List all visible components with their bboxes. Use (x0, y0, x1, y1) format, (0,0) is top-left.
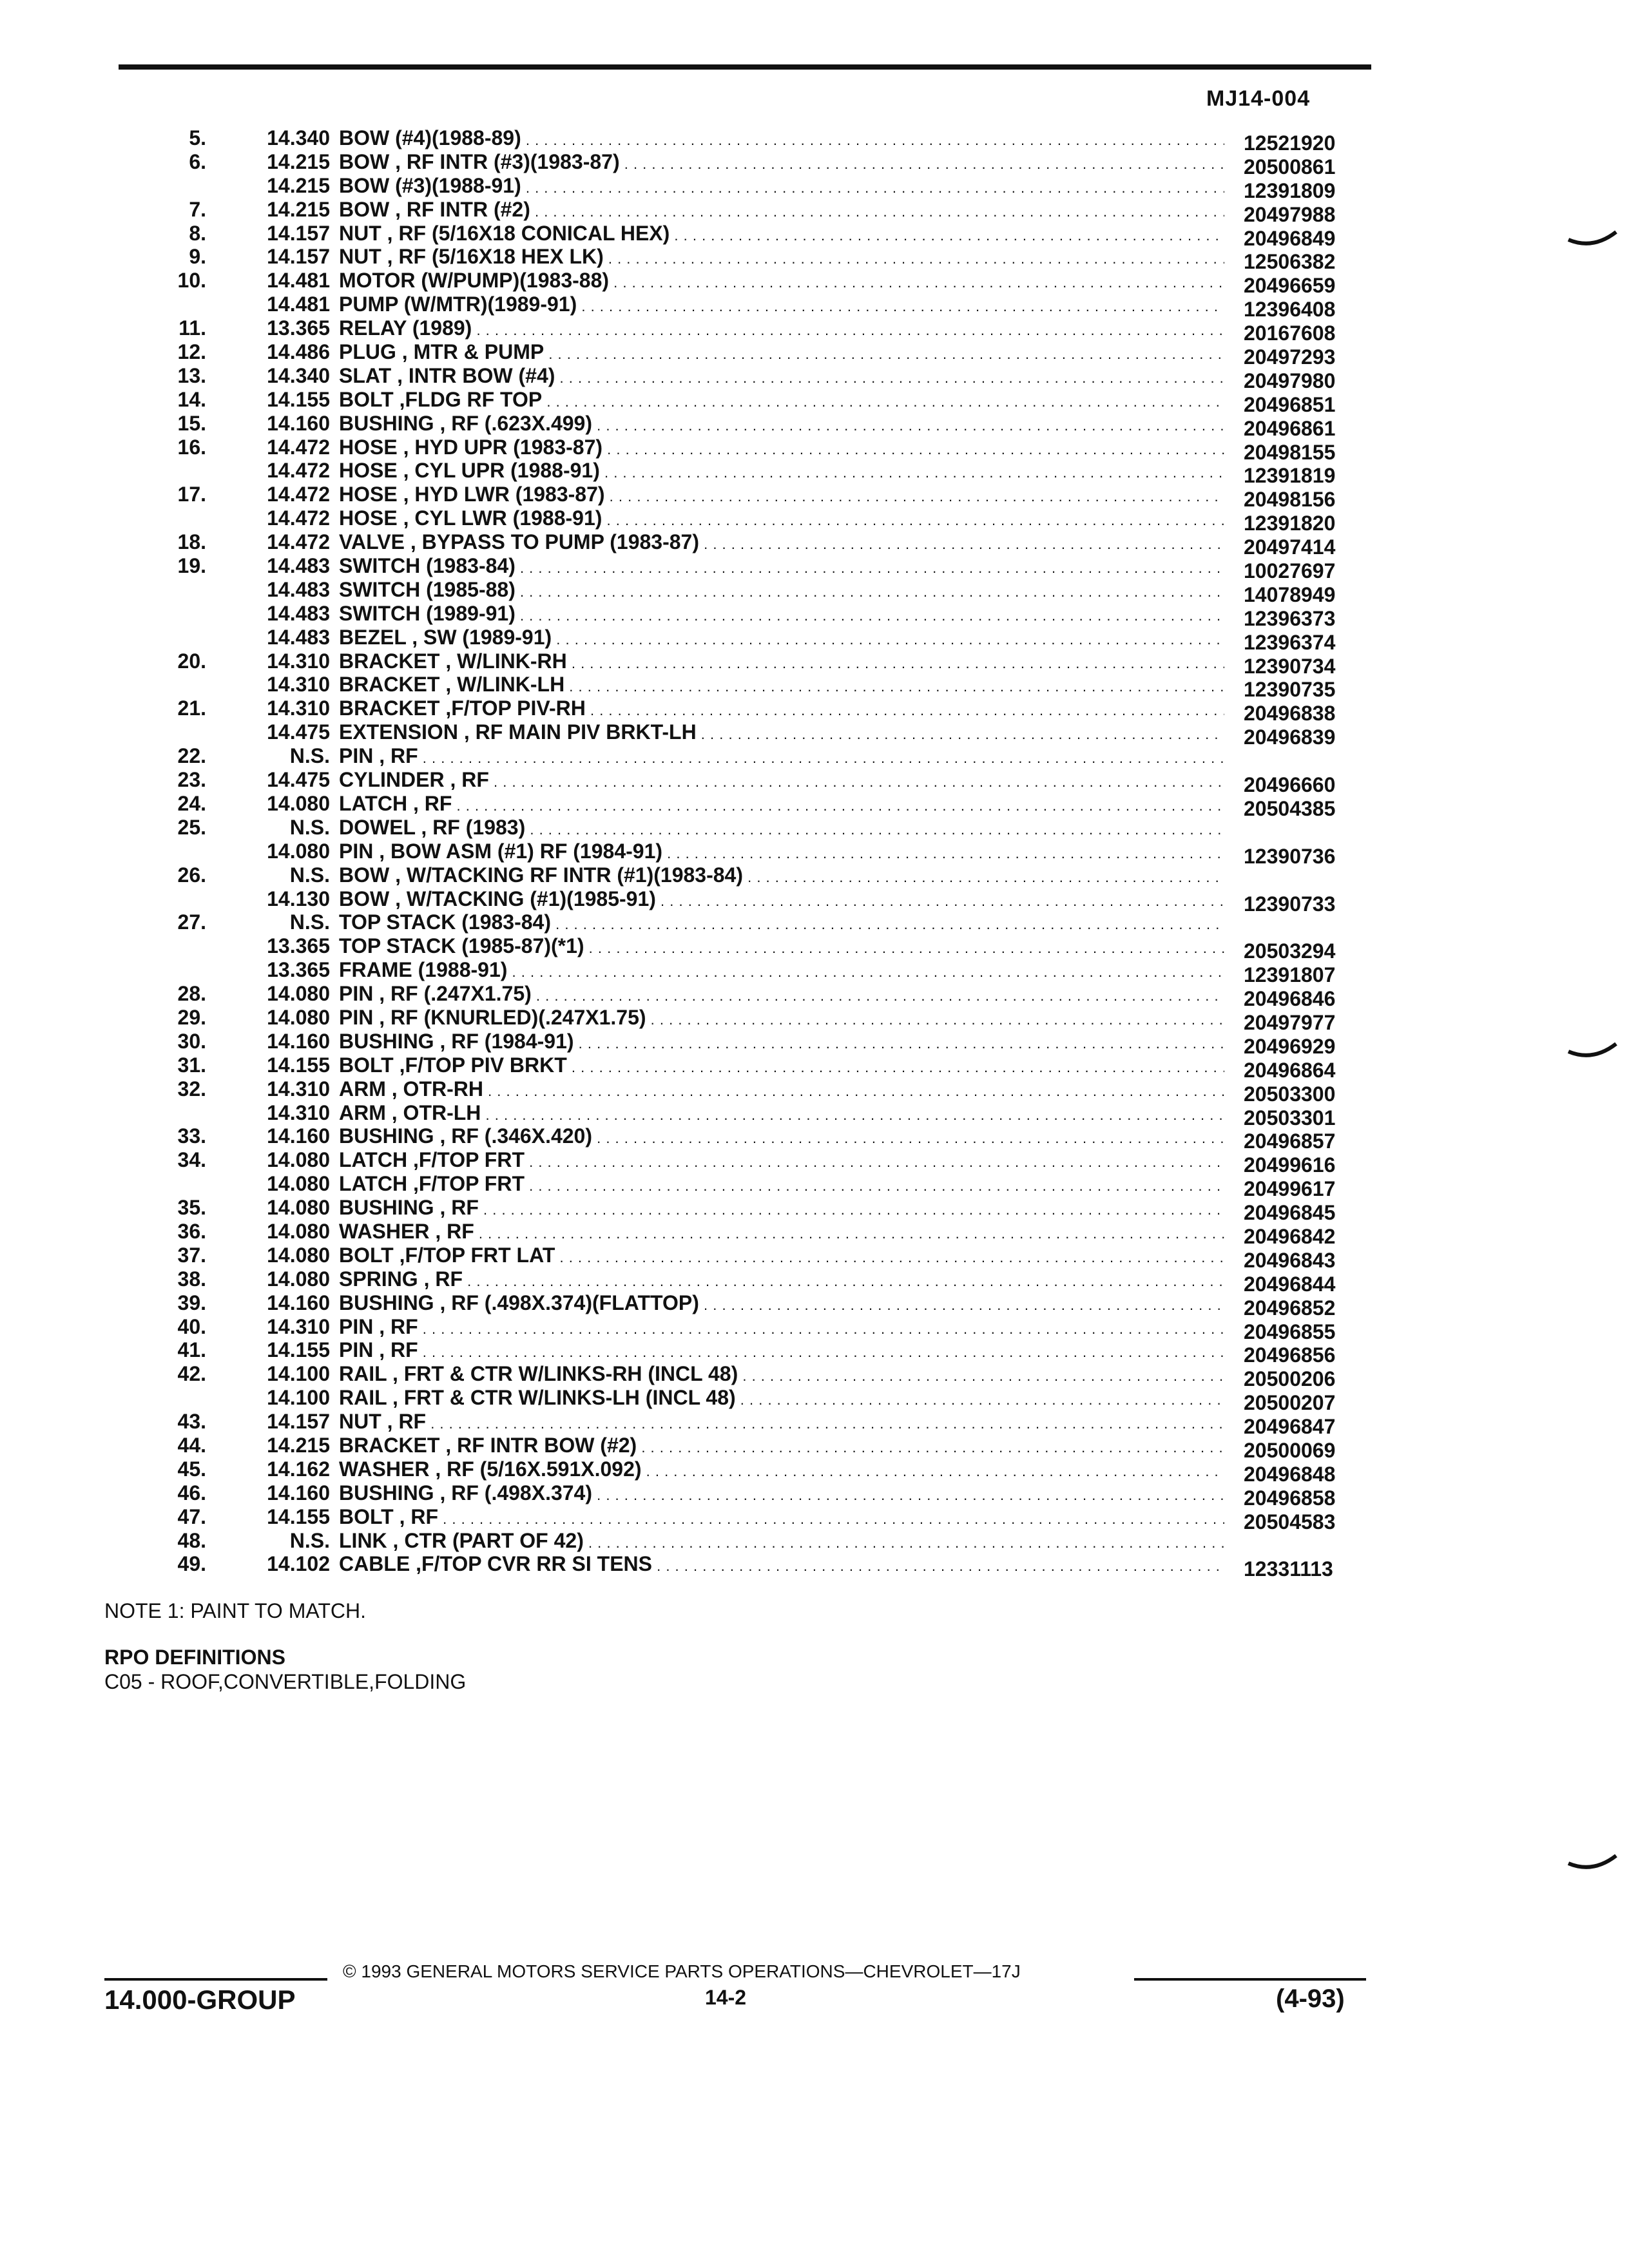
part-ref-number: 29. (177, 1005, 206, 1029)
part-ref-number: 27. (177, 910, 206, 934)
part-number: 20500069 (1244, 1438, 1336, 1462)
part-row (103, 126, 1379, 155)
footer-rule-right (1134, 1978, 1366, 1981)
part-group-number: 14.155 (267, 387, 330, 411)
part-description: HOSE , HYD UPR (1983-87) . . . (339, 436, 1224, 462)
part-group-number: 14.481 (267, 293, 330, 316)
part-group-number: 14.483 (267, 554, 330, 578)
part-group-number: 14.157 (267, 1410, 330, 1434)
footer-rule-left (104, 1978, 327, 1981)
part-description: MOTOR (W/PUMP)(1983-88) . . . (339, 269, 1224, 295)
part-number: 12396373 (1244, 606, 1336, 630)
part-group-number: N.S. (289, 815, 330, 839)
part-row (103, 1433, 1379, 1462)
part-row (103, 1100, 1379, 1129)
document-code: MJ14-004 (1206, 86, 1311, 111)
part-row (103, 316, 1379, 345)
part-row (103, 816, 1379, 840)
part-number: 20496660 (1244, 773, 1336, 797)
part-group-number: 14.472 (267, 483, 330, 506)
part-ref-number: 11. (178, 316, 206, 340)
part-group-number: 14.481 (267, 269, 330, 293)
part-number: 20496846 (1244, 987, 1336, 1011)
part-group-number: 14.162 (267, 1457, 330, 1481)
part-number: 20496659 (1244, 274, 1336, 298)
part-group-number: 14.155 (267, 1504, 330, 1528)
part-ref-number: 35. (177, 1196, 206, 1220)
part-number: 12390733 (1244, 892, 1336, 916)
part-row (103, 720, 1379, 749)
part-row (103, 1552, 1379, 1581)
part-group-number: 14.080 (267, 1243, 330, 1267)
part-description: PIN , RF . . . (339, 1315, 1224, 1341)
part-number: 20497988 (1244, 202, 1336, 226)
part-number: 20503300 (1244, 1082, 1336, 1106)
part-group-number: 14.157 (267, 221, 330, 245)
part-description: SWITCH (1983-84) . . . (339, 554, 1224, 581)
part-group-number: 14.483 (267, 625, 330, 649)
part-number: 20496856 (1244, 1343, 1336, 1367)
part-number: 20497980 (1244, 369, 1336, 392)
part-description: VALVE , BYPASS TO PUMP (1983-87) . . . (339, 530, 1224, 557)
part-ref-number: 21. (177, 697, 206, 720)
part-group-number: 14.215 (267, 1433, 330, 1457)
part-ref-number: 46. (177, 1481, 206, 1504)
part-group-number: 14.475 (267, 720, 330, 744)
part-group-number: 14.160 (267, 1291, 330, 1314)
part-number: 20497414 (1244, 535, 1336, 559)
part-ref-number: 36. (177, 1219, 206, 1243)
part-number: 12390734 (1244, 654, 1336, 678)
part-ref-number: 37. (177, 1243, 206, 1267)
part-ref-number: 15. (177, 411, 206, 435)
part-row (103, 1267, 1379, 1296)
part-row (103, 1314, 1379, 1343)
part-row (103, 459, 1379, 488)
part-row (103, 1196, 1379, 1225)
part-number: 12396374 (1244, 630, 1336, 654)
rpo-heading: RPO DEFINITIONS (104, 1646, 285, 1669)
part-number: 12391809 (1244, 178, 1336, 202)
part-number: 12331113 (1244, 1557, 1333, 1581)
part-description: PLUG , MTR & PUMP . . . (339, 340, 1224, 367)
part-group-number: 14.130 (267, 887, 330, 910)
part-row (103, 1029, 1379, 1058)
part-description: TOP STACK (1983-84) . . . (339, 910, 1224, 937)
part-number: 12396408 (1244, 298, 1336, 322)
footer-date-code: (4-93) (1276, 1984, 1345, 2013)
part-description: SWITCH (1985-88) . . . (339, 578, 1224, 604)
part-description: BUSHING , RF (1984-91) . . . (339, 1030, 1224, 1056)
part-row (103, 863, 1379, 887)
footnote: NOTE 1: PAINT TO MATCH. (104, 1599, 366, 1622)
part-group-number: 14.100 (267, 1386, 330, 1410)
part-row (103, 483, 1379, 512)
part-group-number: 14.157 (267, 245, 330, 269)
part-description: LATCH , RF . . . (339, 792, 1224, 818)
part-description: BRACKET , W/LINK-LH . . . (339, 673, 1224, 699)
part-ref-number: 25. (177, 815, 206, 839)
part-group-number: N.S. (289, 1528, 330, 1552)
part-group-number: N.S. (289, 863, 330, 887)
part-group-number: 14.310 (267, 1100, 330, 1124)
part-number: 20500207 (1244, 1391, 1336, 1415)
part-row (103, 958, 1379, 987)
part-number: 20496849 (1244, 226, 1336, 250)
parts-list (103, 126, 1379, 1581)
part-description: HOSE , CYL UPR (1988-91) . . . (339, 459, 1224, 485)
part-ref-number: 43. (177, 1410, 206, 1434)
part-number: 20496858 (1244, 1486, 1336, 1510)
page-number: 14-2 (705, 1986, 747, 2009)
part-description: SPRING , RF . . . (339, 1267, 1224, 1294)
part-group-number: 14.215 (267, 173, 330, 197)
part-row (103, 791, 1379, 820)
part-ref-number: 24. (177, 791, 206, 815)
part-group-number: 14.160 (267, 1124, 330, 1148)
part-group-number: 14.340 (267, 126, 330, 149)
part-group-number: 14.080 (267, 1196, 330, 1220)
part-ref-number: 13. (177, 363, 206, 387)
part-group-number: 14.080 (267, 839, 330, 863)
part-ref-number: 48. (177, 1528, 206, 1552)
part-number: 20498156 (1244, 488, 1336, 512)
part-ref-number: 5. (189, 126, 206, 149)
part-ref-number: 49. (177, 1552, 206, 1576)
part-row (103, 1053, 1379, 1082)
part-ref-number: 31. (177, 1053, 206, 1077)
part-row (103, 411, 1379, 440)
part-ref-number: 16. (177, 435, 206, 459)
part-row (103, 649, 1379, 678)
part-row (103, 601, 1379, 630)
part-ref-number: 32. (177, 1077, 206, 1100)
part-number: 20496929 (1244, 1034, 1336, 1058)
part-group-number: 14.486 (267, 340, 330, 364)
part-description: ARM , OTR-LH . . . (339, 1101, 1224, 1128)
footer-group-name: 14.000-GROUP (104, 1984, 296, 2015)
part-row (103, 697, 1379, 726)
part-group-number: 13.365 (267, 934, 330, 958)
part-number: 20496842 (1244, 1224, 1336, 1248)
part-description: RAIL , FRT & CTR W/LINKS-RH (INCL 48) . . . (339, 1362, 1224, 1389)
part-description: BOLT , RF . . . (339, 1505, 1224, 1532)
part-description: LATCH ,F/TOP FRT . . . (339, 1172, 1224, 1198)
part-number: 20500206 (1244, 1367, 1336, 1391)
part-description: BRACKET , RF INTR BOW (#2) . . . (339, 1434, 1224, 1460)
part-description: SWITCH (1989-91) . . . (339, 602, 1224, 628)
part-ref-number: 34. (177, 1148, 206, 1172)
part-ref-number: 10. (177, 269, 206, 293)
part-row (103, 269, 1379, 298)
part-row (103, 293, 1379, 322)
part-number: 20496844 (1244, 1272, 1336, 1296)
part-description: PIN , RF . . . (339, 1338, 1224, 1365)
part-row (103, 363, 1379, 392)
part-description: BOLT ,F/TOP PIV BRKT . . . (339, 1053, 1224, 1080)
part-description: RELAY (1989) . . . (339, 316, 1224, 343)
part-ref-number: 23. (177, 768, 206, 792)
part-number: 12521920 (1244, 131, 1336, 155)
part-number: 20497977 (1244, 1010, 1336, 1034)
part-description: BOW , RF INTR (#3)(1983-87) . . . (339, 150, 1224, 177)
part-number: 20496857 (1244, 1129, 1336, 1153)
part-number: 20496864 (1244, 1058, 1336, 1082)
part-number: 20496847 (1244, 1415, 1336, 1439)
part-group-number: 14.100 (267, 1362, 330, 1386)
part-number: 20496838 (1244, 702, 1336, 726)
part-number: 12506382 (1244, 250, 1336, 274)
part-group-number: 14.080 (267, 982, 330, 1006)
part-group-number: 14.483 (267, 577, 330, 601)
part-ref-number: 28. (177, 982, 206, 1006)
part-row (103, 1338, 1379, 1367)
part-description: HOSE , HYD LWR (1983-87) . . . (339, 483, 1224, 509)
part-ref-number: 40. (177, 1314, 206, 1338)
part-description: EXTENSION , RF MAIN PIV BRKT-LH . . . (339, 720, 1224, 747)
part-group-number: 14.155 (267, 1053, 330, 1077)
part-row (103, 173, 1379, 202)
part-description: DOWEL , RF (1983) . . . (339, 816, 1224, 842)
part-ref-number: 39. (177, 1291, 206, 1314)
part-description: BUSHING , RF (.498X.374) . . . (339, 1481, 1224, 1508)
part-description: BOW (#4)(1988-89) . . . (339, 126, 1224, 153)
part-number: 20496851 (1244, 392, 1336, 416)
part-group-number: 14.155 (267, 1338, 330, 1362)
binder-mark-icon (1567, 1850, 1619, 1876)
part-row (103, 340, 1379, 369)
part-row (103, 1457, 1379, 1486)
part-description: BEZEL , SW (1989-91) . . . (339, 626, 1224, 652)
part-row (103, 625, 1379, 654)
part-number: 20504385 (1244, 796, 1336, 820)
part-row (103, 744, 1379, 768)
part-group-number: 14.472 (267, 435, 330, 459)
part-description: BOLT ,F/TOP FRT LAT . . . (339, 1244, 1224, 1270)
part-description: NUT , RF . . . (339, 1410, 1224, 1436)
part-row (103, 435, 1379, 464)
part-group-number: N.S. (289, 910, 330, 934)
part-row (103, 1077, 1379, 1106)
part-ref-number: 47. (177, 1504, 206, 1528)
part-number: 14078949 (1244, 582, 1336, 606)
part-number: 20496852 (1244, 1296, 1336, 1320)
part-group-number: 14.310 (267, 1077, 330, 1100)
part-ref-number: 38. (177, 1267, 206, 1291)
part-ref-number: 30. (177, 1029, 206, 1053)
part-group-number: 14.160 (267, 411, 330, 435)
part-row (103, 982, 1379, 1011)
part-group-number: 14.310 (267, 649, 330, 673)
part-number: 20496843 (1244, 1248, 1336, 1272)
part-row (103, 1243, 1379, 1272)
part-number: 20500861 (1244, 155, 1336, 178)
part-row (103, 1291, 1379, 1320)
part-group-number: 14.483 (267, 601, 330, 625)
part-group-number: 14.080 (267, 1267, 330, 1291)
part-ref-number: 45. (177, 1457, 206, 1481)
part-group-number: 14.215 (267, 197, 330, 221)
part-description: BUSHING , RF (.346X.420) . . . (339, 1124, 1224, 1151)
part-group-number: 14.310 (267, 1314, 330, 1338)
part-group-number: 14.080 (267, 1148, 330, 1172)
part-ref-number: 42. (177, 1362, 206, 1386)
part-row (103, 554, 1379, 583)
part-ref-number: 26. (177, 863, 206, 887)
part-group-number: N.S. (289, 744, 330, 768)
part-row (103, 1386, 1379, 1415)
part-description: PIN , RF . . . (339, 744, 1224, 771)
part-number: 20497293 (1244, 345, 1336, 369)
part-description: PUMP (W/MTR)(1989-91) . . . (339, 293, 1224, 319)
part-description: ARM , OTR-RH . . . (339, 1077, 1224, 1104)
part-row (103, 506, 1379, 535)
part-group-number: 13.365 (267, 958, 330, 982)
part-description: WASHER , RF . . . (339, 1220, 1224, 1246)
part-description: CABLE ,F/TOP CVR RR SI TENS . . . (339, 1552, 1224, 1579)
part-ref-number: 14. (177, 387, 206, 411)
part-number: 10027697 (1244, 559, 1336, 583)
part-description: NUT , RF (5/16X18 HEX LK) . . . (339, 245, 1224, 271)
part-description: SLAT , INTR BOW (#4) . . . (339, 364, 1224, 390)
part-group-number: 14.472 (267, 459, 330, 483)
part-ref-number: 19. (177, 554, 206, 578)
part-number: 20499616 (1244, 1153, 1336, 1177)
part-group-number: 14.472 (267, 530, 330, 554)
part-number: 12391807 (1244, 963, 1336, 987)
top-rule (119, 64, 1371, 70)
part-description: LINK , CTR (PART OF 42) . . . (339, 1529, 1224, 1555)
part-ref-number: 8. (189, 221, 206, 245)
footer-copyright: © 1993 GENERAL MOTORS SERVICE PARTS OPERATIONS—CHEVROLET—17J (343, 1961, 1021, 1981)
part-number: 20503294 (1244, 939, 1336, 963)
part-description: BOW , W/TACKING (#1)(1985-91) . . . (339, 887, 1224, 914)
part-row (103, 245, 1379, 274)
part-group-number: 14.310 (267, 673, 330, 697)
part-row (103, 673, 1379, 702)
part-row (103, 1362, 1379, 1391)
part-ref-number: 12. (177, 340, 206, 364)
part-number: 20167608 (1244, 322, 1336, 345)
part-description: BOW (#3)(1988-91) . . . (339, 174, 1224, 200)
part-ref-number: 17. (177, 483, 206, 506)
part-row (103, 1529, 1379, 1553)
part-row (103, 839, 1379, 868)
part-description: RAIL , FRT & CTR W/LINKS-LH (INCL 48) . . . (339, 1386, 1224, 1412)
part-ref-number: 44. (177, 1433, 206, 1457)
part-number: 20496848 (1244, 1462, 1336, 1486)
part-group-number: 14.340 (267, 363, 330, 387)
part-number: 20503301 (1244, 1106, 1336, 1129)
part-group-number: 14.080 (267, 1219, 330, 1243)
part-number: 20499617 (1244, 1177, 1336, 1201)
part-description: TOP STACK (1985-87)(*1) . . . (339, 934, 1224, 961)
part-ref-number: 6. (189, 149, 206, 173)
part-description: PIN , RF (KNURLED)(.247X1.75) . . . (339, 1006, 1224, 1032)
part-ref-number: 9. (189, 245, 206, 269)
part-row (103, 197, 1379, 226)
part-ref-number: 18. (177, 530, 206, 554)
binder-mark-icon (1567, 227, 1619, 253)
part-description: PIN , BOW ASM (#1) RF (1984-91) . . . (339, 840, 1224, 866)
rpo-definition: C05 - ROOF,CONVERTIBLE,FOLDING (104, 1670, 467, 1693)
part-row (103, 1410, 1379, 1439)
part-group-number: 14.215 (267, 149, 330, 173)
part-description: BRACKET , W/LINK-RH . . . (339, 649, 1224, 676)
part-row (103, 1172, 1379, 1201)
part-group-number: 14.080 (267, 791, 330, 815)
part-group-number: 14.160 (267, 1029, 330, 1053)
part-description: LATCH ,F/TOP FRT . . . (339, 1148, 1224, 1175)
part-row (103, 1504, 1379, 1533)
part-row (103, 387, 1379, 416)
part-ref-number: 33. (177, 1124, 206, 1148)
part-description: NUT , RF (5/16X18 CONICAL HEX) . . . (339, 222, 1224, 248)
part-number: 12391819 (1244, 464, 1336, 488)
part-description: HOSE , CYL LWR (1988-91) . . . (339, 506, 1224, 533)
part-description: BUSHING , RF . . . (339, 1196, 1224, 1222)
part-row (103, 1481, 1379, 1510)
part-row (103, 910, 1379, 934)
part-description: BOW , RF INTR (#2) . . . (339, 198, 1224, 224)
part-row (103, 221, 1379, 250)
part-ref-number: 7. (189, 197, 206, 221)
part-row (103, 530, 1379, 559)
part-number: 20496861 (1244, 416, 1336, 440)
part-row (103, 768, 1379, 797)
part-group-number: 14.472 (267, 506, 330, 530)
part-row (103, 149, 1379, 178)
part-group-number: 14.080 (267, 1005, 330, 1029)
part-group-number: 13.365 (267, 316, 330, 340)
part-description: BUSHING , RF (.623X.499) . . . (339, 412, 1224, 438)
part-ref-number: 20. (177, 649, 206, 673)
part-description: PIN , RF (.247X1.75) . . . (339, 982, 1224, 1008)
part-number: 12391820 (1244, 512, 1336, 535)
part-number: 20496845 (1244, 1201, 1336, 1225)
part-description: BRACKET ,F/TOP PIV-RH . . . (339, 697, 1224, 723)
binder-mark-icon (1567, 1039, 1619, 1064)
part-row (103, 1005, 1379, 1034)
part-number: 12390735 (1244, 678, 1336, 702)
part-number: 12390736 (1244, 844, 1336, 868)
part-number: 20498155 (1244, 440, 1336, 464)
part-group-number: 14.475 (267, 768, 330, 792)
part-row (103, 934, 1379, 963)
part-description: CYLINDER , RF . . . (339, 768, 1224, 794)
part-description: BOW , W/TACKING RF INTR (#1)(1983-84) . . . (339, 863, 1224, 890)
part-group-number: 14.080 (267, 1172, 330, 1196)
part-number: 20496839 (1244, 726, 1336, 749)
part-row (103, 887, 1379, 916)
part-row (103, 1219, 1379, 1248)
part-number: 20496855 (1244, 1320, 1336, 1343)
part-row (103, 1148, 1379, 1177)
part-ref-number: 41. (177, 1338, 206, 1362)
part-ref-number: 22. (177, 744, 206, 768)
part-group-number: 14.310 (267, 697, 330, 720)
part-row (103, 1124, 1379, 1153)
part-description: BOLT ,FLDG RF TOP . . . (339, 388, 1224, 414)
part-group-number: 14.102 (267, 1552, 330, 1576)
part-group-number: 14.160 (267, 1481, 330, 1504)
part-number: 20504583 (1244, 1510, 1336, 1533)
part-description: FRAME (1988-91) . . . (339, 958, 1224, 985)
part-description: WASHER , RF (5/16X.591X.092) . . . (339, 1457, 1224, 1484)
part-description: BUSHING , RF (.498X.374)(FLATTOP) . . . (339, 1291, 1224, 1318)
part-row (103, 577, 1379, 606)
